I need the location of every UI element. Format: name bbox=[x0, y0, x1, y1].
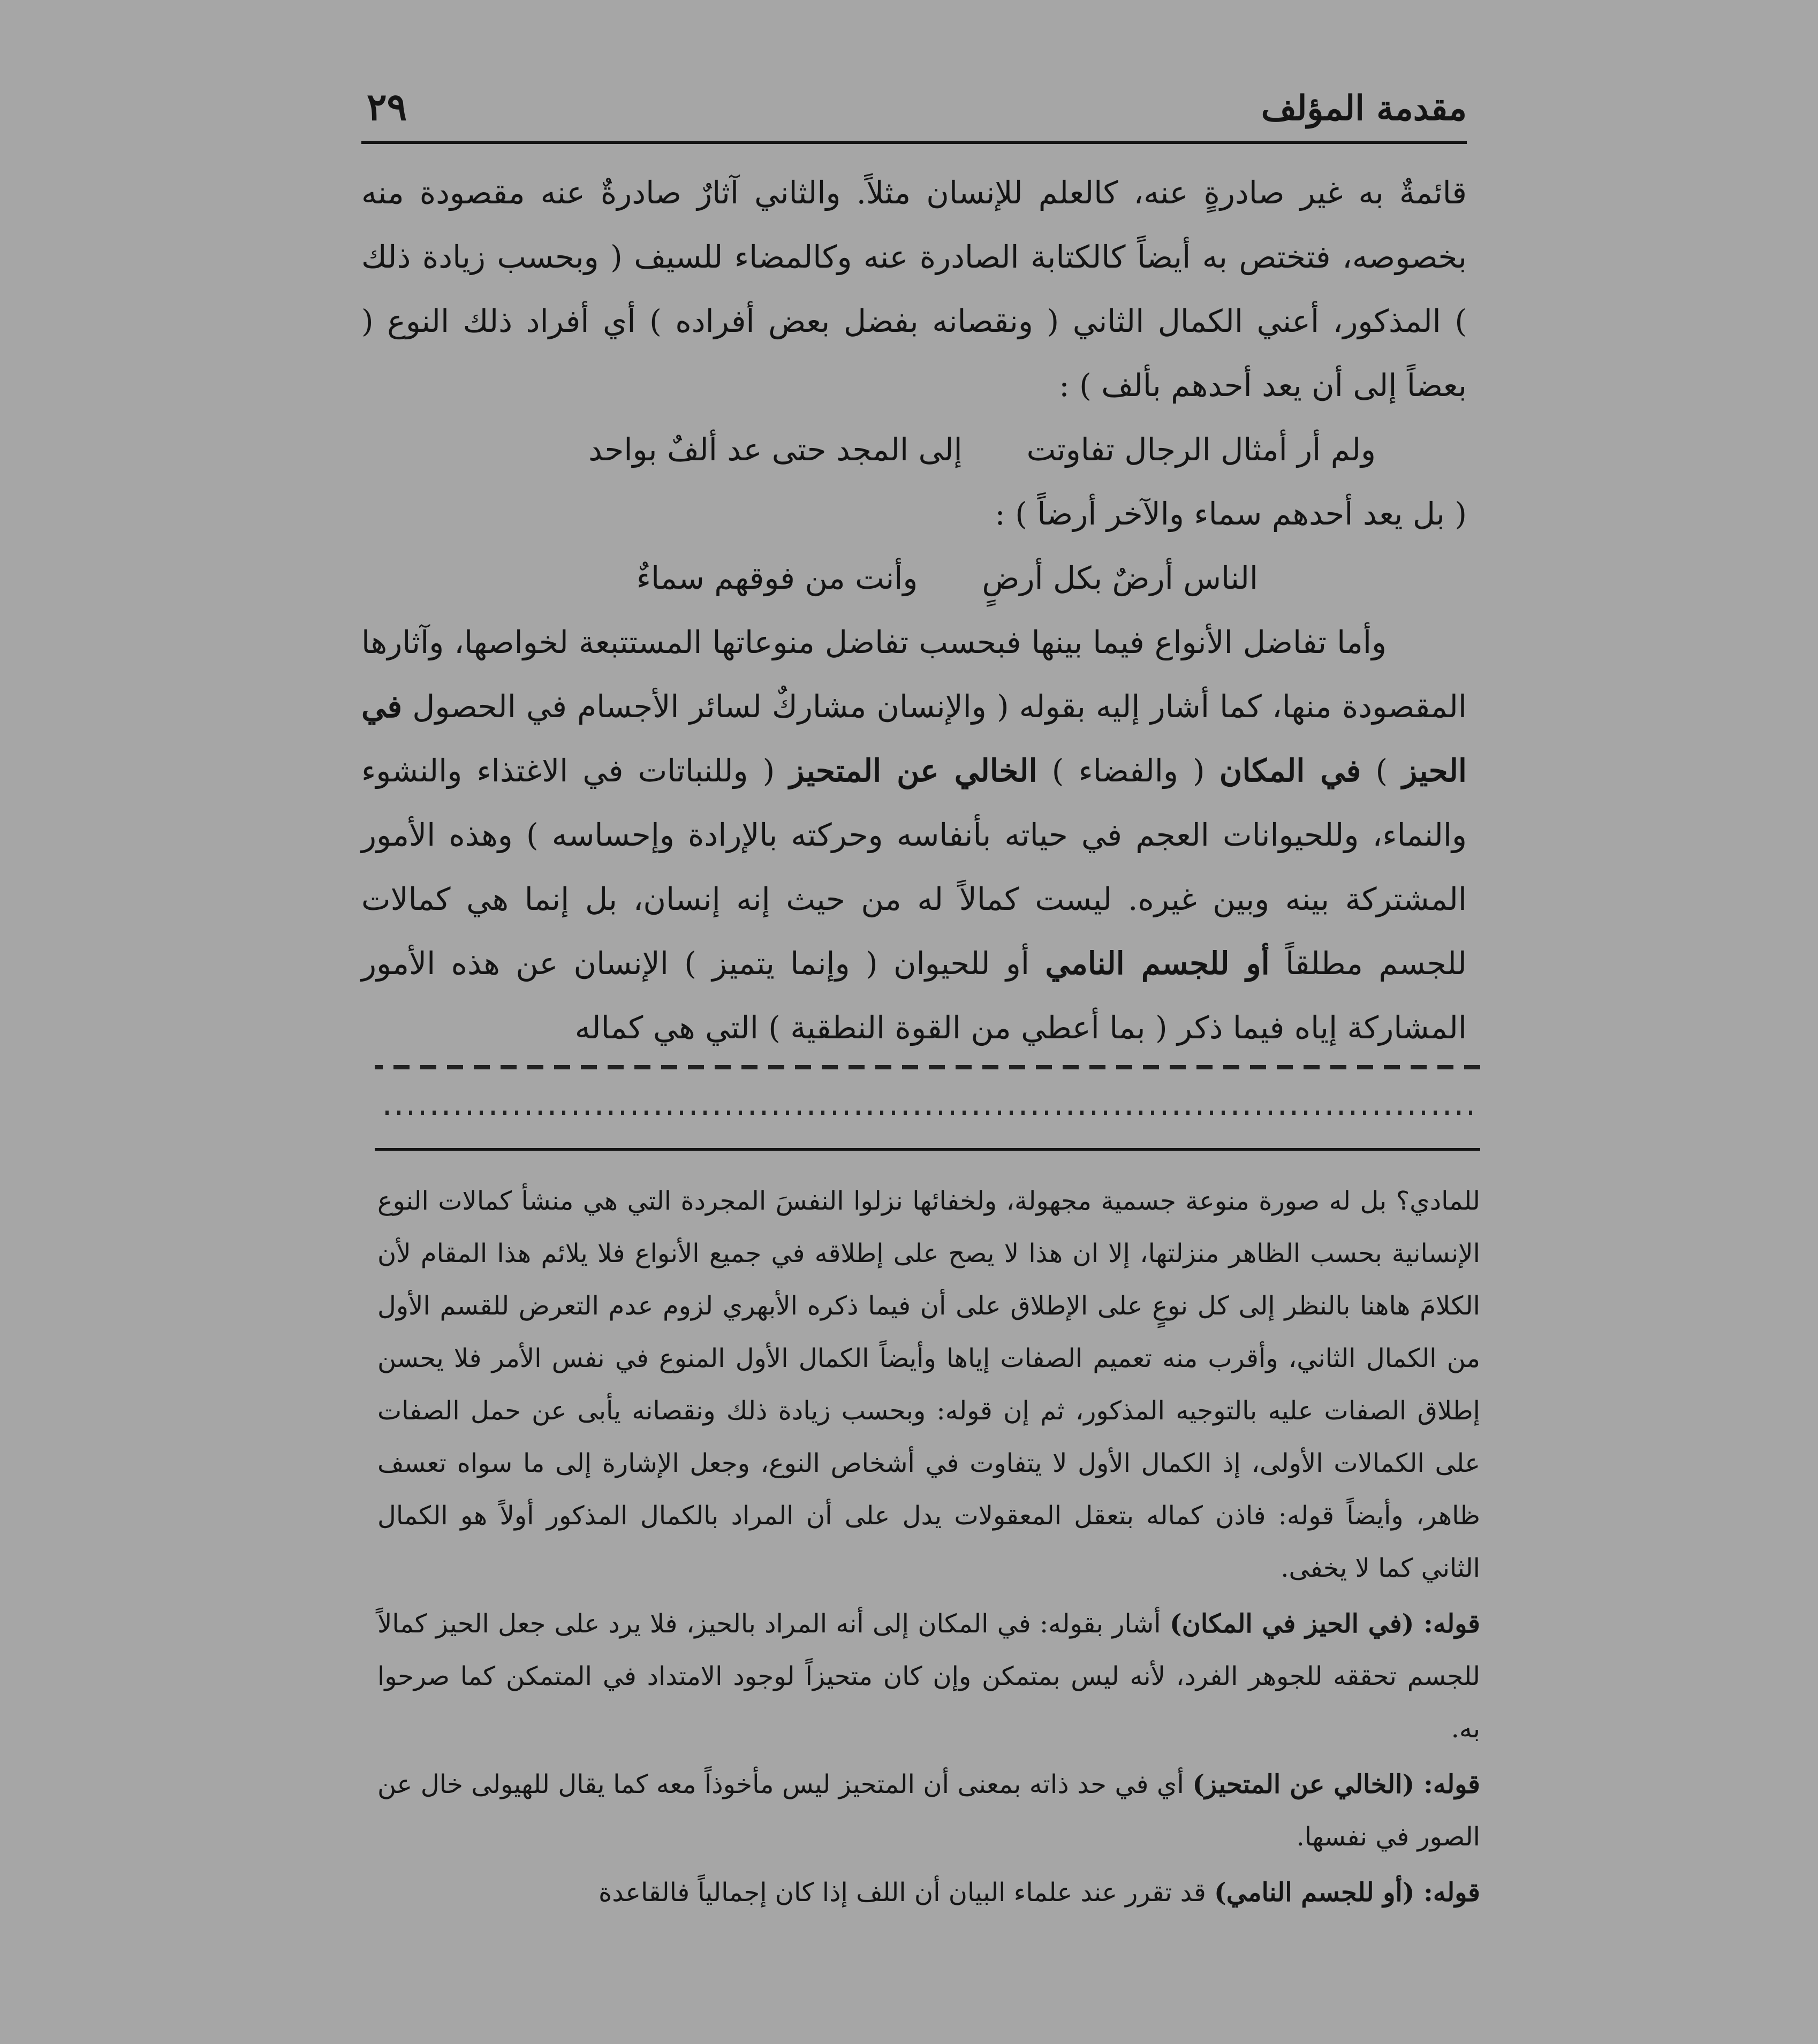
para3-bold-1: في الحيز bbox=[361, 688, 1467, 789]
main-paragraph-3 bbox=[361, 610, 1467, 1060]
para3-text-2: ) bbox=[1361, 753, 1403, 789]
footnote-paragraph-1: للمادي؟ بل له صورة منوعة جسمية مجهولة، ولخفائها نزلوا النفسَ المجردة التي هي منشأ كمالات النوع الإنسانية بحسب الظاهر منزلتها، إلا ان هذا لا يصح على إطلاقه في جميع الأنواع فلا يلائم هذا المقام لأن الكلامَ هاهنا بالنظر إلى كل نوعٍ على الإطلاق على أن فيما ذكره الأبهري لزوم عدم التعرض للقسم الأول من الكمال الثاني، وأقرب منه تعميم الصفات إياها وأيضاً الكمال الأول المنوع في نفس الأمر فلا يحسن إطلاق الصفات عليه بالتوجيه المذكور، ثم إن قوله: وبحسب زيادة ذلك ونقصانه يأبى عن حمل الصفات على الكمالات الأولى، إذ الكمال الأول لا يتفاوت في أشخاص النوع، وجعل الإشارة إلى ما سواه تعسف ظاهر، وأيضاً قوله: فاذن كماله بتعقل المعقولات يدل على أن المراد بالكمال المذكور أولاً هو الكمال الثاني كما لا يخفى. bbox=[377, 1186, 1481, 1583]
verse-line-2 bbox=[361, 546, 1467, 610]
footnote-entry-2 bbox=[377, 1758, 1480, 1863]
footnote-entry-2-head: قوله: (الخالي عن المتحيز) bbox=[1192, 1769, 1480, 1799]
dashed-separator bbox=[375, 1065, 1480, 1069]
footnote-entry-1-text: أشار بقوله: في المكان إلى أنه المراد بالحيز، فلا يرد على جعل الحيز كمالاً للجسم تحققه للجوهر الفرد، لأنه ليس بمتمكن وإن كان متحيزاً لوجود الامتداد في المتمكن كما صرحوا به. bbox=[377, 1609, 1480, 1744]
para3-text-4: ( وللنباتات في الاغتذاء والنشوء والنماء، وللحيوانات العجم في حياته بأنفاسه وحركته بالإرادة وإحساسه ) وهذه الأمور المشتركة بينه وبين غيره. ليست كمالاً له من حيث إنه إنسان، بل إنما هي كمالات للجسم مطلقاً bbox=[361, 753, 1467, 982]
para3-text-3: ( والفضاء ) bbox=[1037, 753, 1219, 789]
para3-text-5: أو للحيوان ( وإنما يتميز ) الإنسان عن هذه الأمور المشاركة إياه فيما ذكر ( بما أعطي من القوة النطقية ) التي هي كماله bbox=[361, 945, 1467, 1046]
para3-bold-2: في المكان bbox=[1219, 753, 1361, 789]
verse-2-first-hemistich: الناس أرضٌ بكل أرضٍ bbox=[982, 560, 1258, 596]
dotted-separator bbox=[380, 1111, 1472, 1115]
verse-1-first-hemistich: ولم أر أمثال الرجال تفاوتت bbox=[1026, 431, 1376, 468]
verse-2-second-hemistich: وأنت من فوقهم سماءٌ bbox=[636, 560, 918, 596]
footnotes bbox=[377, 1175, 1480, 1919]
footnote-entry-1 bbox=[377, 1598, 1480, 1755]
footnote-rule bbox=[375, 1148, 1480, 1151]
verse-1-second-hemistich: إلى المجد حتى عد ألفٌ بواحد bbox=[588, 431, 963, 468]
page-header bbox=[361, 80, 1467, 139]
footnote-entry-3 bbox=[377, 1866, 1480, 1919]
main-text bbox=[361, 161, 1467, 1060]
footnote-entry-1-head: قوله: (في الحيز في المكان) bbox=[1169, 1609, 1480, 1639]
main-paragraph-1: قائمةٌ به غير صادرةٍ عنه، كالعلم للإنسان مثلاً. والثاني آثارٌ صادرةٌ عنه مقصودة منه بخصوصه، فتختص به أيضاً كالكتابة الصادرة عنه وكالمضاء للسيف ( وبحسب زيادة ذلك ) المذكور، أعني الكمال الثاني ( ونقصانه بفضل بعض أفراده ) أي أفراد ذلك النوع ( بعضاً إلى أن يعد أحدهم بألف ) : bbox=[361, 174, 1467, 404]
footnote-entry-2-text: أي في حد ذاته بمعنى أن المتحيز ليس مأخوذاً معه كما يقال للهيولى خال عن الصور في نفسها. bbox=[377, 1769, 1480, 1852]
main-paragraph-2: ( بل يعد أحدهم سماء والآخر أرضاً ) : bbox=[995, 496, 1467, 532]
footnote-entry-3-head: قوله: (أو للجسم النامي) bbox=[1214, 1878, 1480, 1908]
header-rule bbox=[361, 141, 1467, 144]
footnote-entry-3-text: قد تقرر عند علماء البيان أن اللف إذا كان إجمالياً فالقاعدة bbox=[599, 1878, 1215, 1908]
para3-bold-4: أو للجسم النامي bbox=[1045, 945, 1270, 982]
verse-line-1 bbox=[361, 417, 1467, 482]
running-title: مقدمة المؤلف bbox=[1261, 88, 1467, 128]
para3-text-1: وأما تفاضل الأنواع فيما بينها فبحسب تفاضل منوعاتها المستتبعة لخواصها، وآثارها المقصودة منها، كما أشار إليه بقوله ( والإنسان مشاركٌ لسائر الأجسام في الحصول bbox=[361, 624, 1467, 725]
para3-bold-3: الخالي عن المتحيز bbox=[789, 753, 1037, 789]
page-number: ٢٩ bbox=[367, 85, 407, 129]
